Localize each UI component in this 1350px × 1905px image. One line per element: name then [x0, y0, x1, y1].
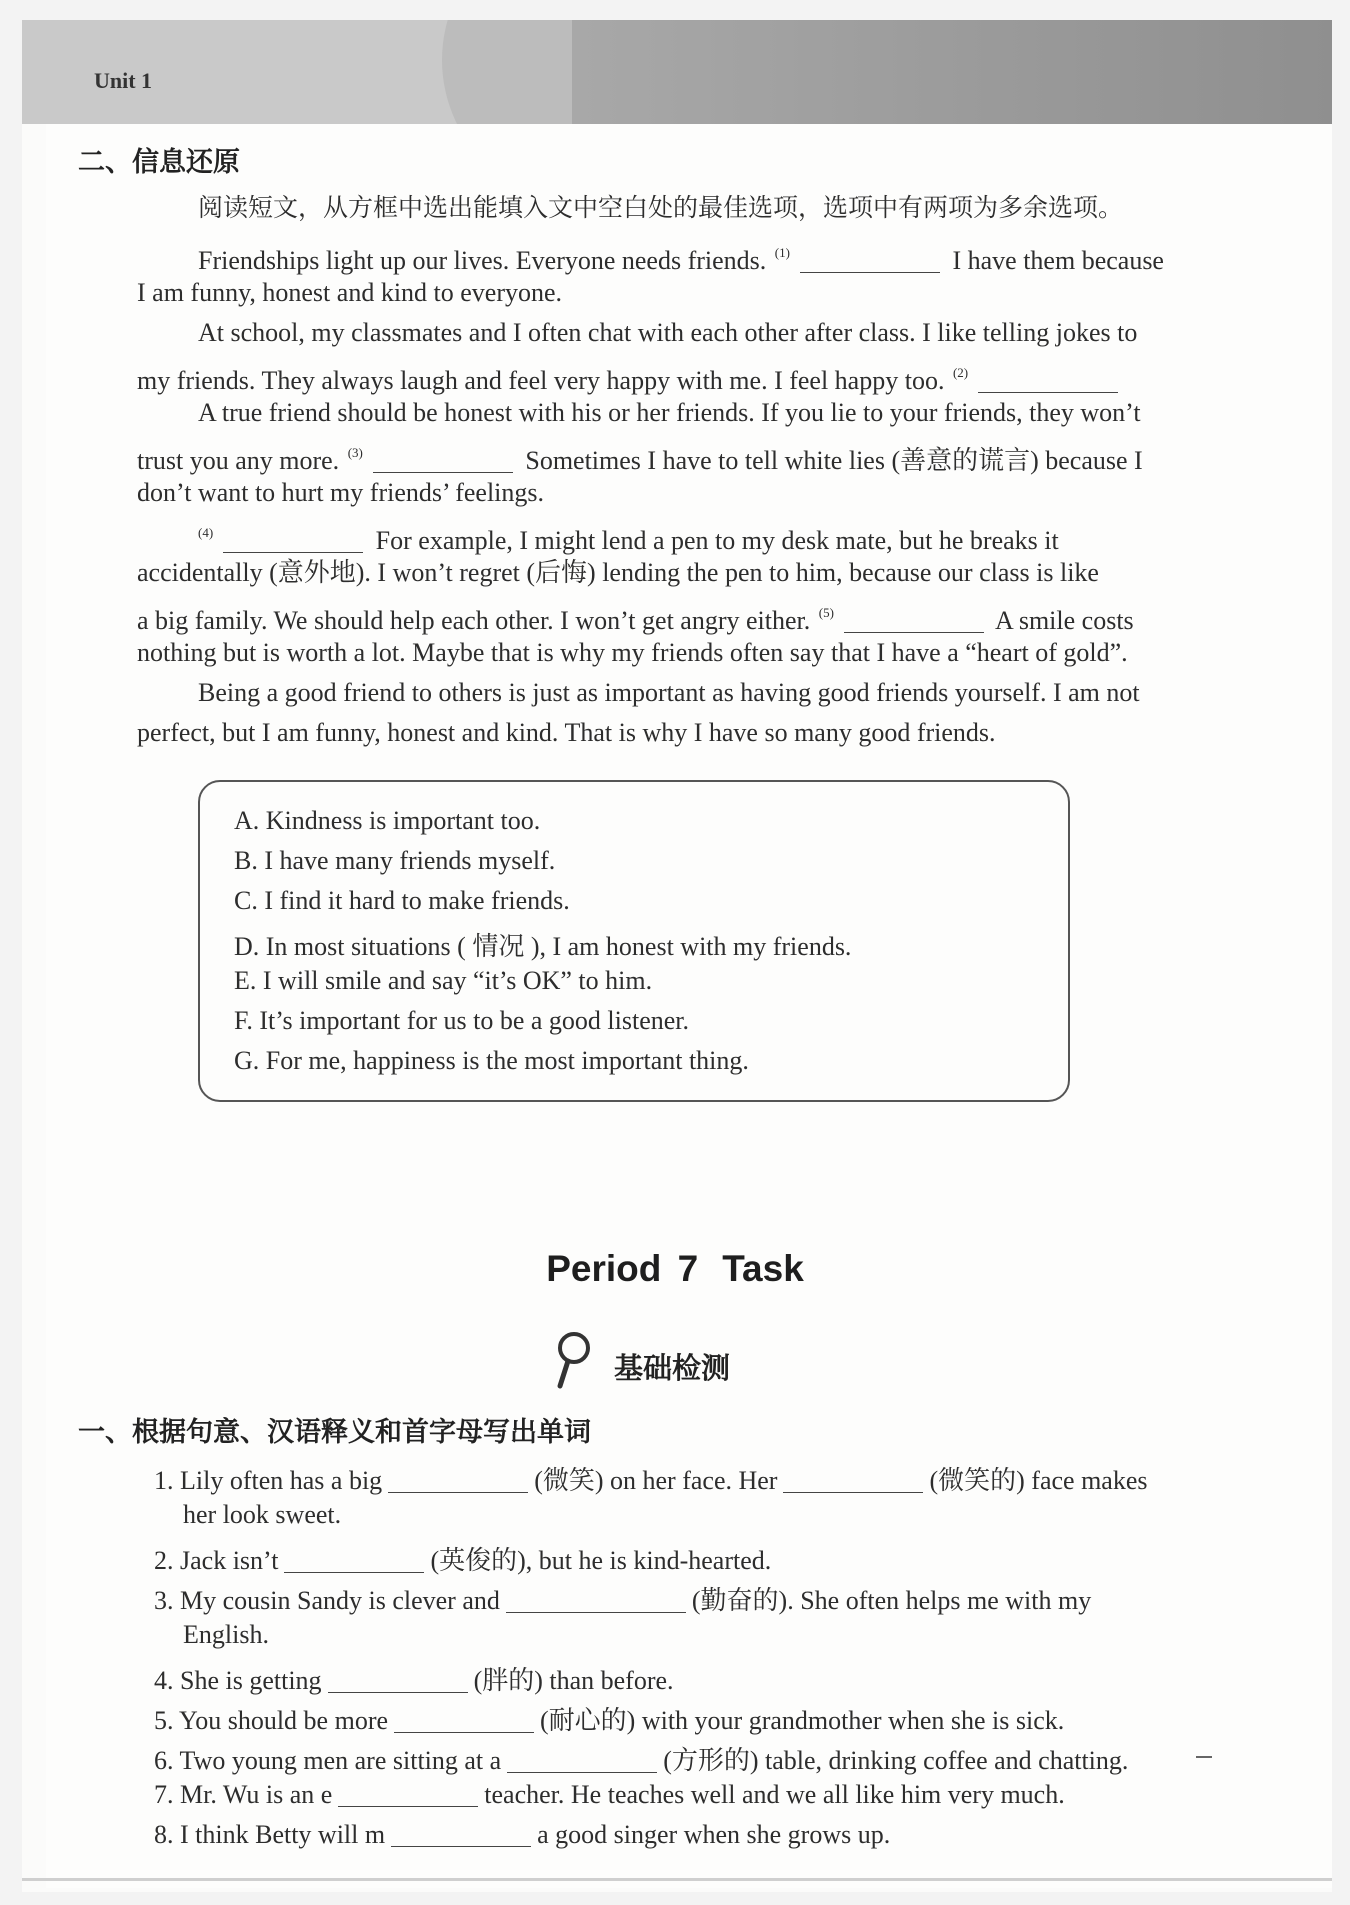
header-band — [22, 20, 1332, 124]
passage-text: I have them because — [952, 246, 1164, 275]
answer-blank[interactable] — [388, 1468, 528, 1493]
question-3 — [154, 1580, 1091, 1617]
passage-line: A true friend should be honest with his or her friends. If you lie to your friends, they won’t — [198, 398, 1141, 427]
period-label: Period 7 — [546, 1248, 699, 1289]
option-f: F. It’s important for us to be a good listener. — [234, 1006, 690, 1035]
question-3-cont: English. — [183, 1620, 269, 1649]
passage-line: I am funny, honest and kind to everyone. — [137, 278, 563, 307]
question-text: 4. She is getting — [154, 1666, 322, 1695]
question-2 — [154, 1540, 771, 1577]
instruction: 阅读短文，从方框中选出能填入文中空白处的最佳选项，选项中有两项为多余选项。 — [198, 193, 1124, 222]
answer-blank[interactable] — [507, 1748, 657, 1773]
question-6 — [154, 1740, 1128, 1777]
question-8 — [154, 1820, 890, 1850]
answer-blank-1[interactable] — [800, 248, 940, 273]
answer-blank-5[interactable] — [844, 608, 984, 633]
passage-text: Friendships light up our lives. Everyone needs friends. — [198, 246, 767, 275]
question-5 — [154, 1700, 1064, 1737]
answer-blank[interactable] — [338, 1782, 478, 1807]
passage-text: a big family. We should help each other. I won’t get angry either. — [137, 606, 811, 635]
passage-text: For example, I might lend a pen to my desk mate, but he breaks it — [375, 526, 1059, 555]
question-text: 7. Mr. Wu is an e — [154, 1780, 333, 1809]
section-badge-label: 基础检测 — [614, 1351, 731, 1385]
answer-blank-2[interactable] — [978, 368, 1118, 393]
question-text: teacher. He teaches well and we all like him very much. — [484, 1780, 1065, 1809]
passage-line: perfect, but I am funny, honest and kind. That is why I have so many good friends. — [137, 718, 996, 747]
question-7 — [154, 1780, 1065, 1810]
option-b: B. I have many friends myself. — [234, 846, 556, 875]
answer-blank[interactable] — [328, 1668, 468, 1693]
passage-line: don’t want to hurt my friends’ feelings. — [137, 478, 545, 507]
passage-line: nothing but is worth a lot. Maybe that is why my friends often say that I have a “heart of gold”. — [137, 638, 1128, 667]
question-text: 6. Two young men are sitting at a — [154, 1746, 502, 1775]
answer-blank[interactable] — [391, 1822, 531, 1847]
blank-number: (5) — [818, 605, 834, 620]
blank-number: (3) — [347, 445, 363, 460]
answer-blank-4[interactable] — [223, 528, 363, 553]
answer-blank[interactable] — [394, 1708, 534, 1733]
passage-text: Sometimes I have to tell white lies (善意的谎言) because I — [525, 446, 1143, 475]
passage-text: my friends. They always laugh and feel very happy with me. I feel happy too. — [137, 366, 945, 395]
question-text: (耐心的) with your grandmother when she is sick. — [540, 1706, 1065, 1735]
section-title-vocab: 一、根据句意、汉语释义和首字母写出单词 — [78, 1417, 591, 1448]
question-text: (微笑的) face makes — [929, 1466, 1148, 1495]
question-text: (勤奋的). She often helps me with my — [691, 1586, 1092, 1615]
question-text: 1. Lily often has a big — [154, 1466, 383, 1495]
question-text: 2. Jack isn’t — [154, 1546, 279, 1575]
option-c: C. I find it hard to make friends. — [234, 886, 570, 915]
section-title-info: 二、信息还原 — [78, 147, 240, 178]
passage-line: accidentally (意外地). I won’t regret (后悔) lending the pen to him, because our class is like — [137, 558, 1099, 587]
period-topic: Task — [722, 1248, 804, 1289]
question-text: a good singer when she grows up. — [537, 1820, 891, 1849]
option-e: E. I will smile and say “it’s OK” to him. — [234, 966, 653, 995]
margin-dash — [1196, 1756, 1212, 1758]
question-1-cont: her look sweet. — [183, 1500, 342, 1529]
unit-label: Unit 1 — [94, 68, 153, 93]
question-text: 3. My cousin Sandy is clever and — [154, 1586, 500, 1615]
question-text: (方形的) table, drinking coffee and chatting. — [663, 1746, 1129, 1775]
question-4 — [154, 1660, 674, 1697]
answer-blank[interactable] — [783, 1468, 923, 1493]
answer-blank-3[interactable] — [373, 448, 513, 473]
question-text: (胖的) than before. — [473, 1666, 674, 1695]
period-heading — [0, 1248, 1350, 1290]
option-a: A. Kindness is important too. — [234, 806, 541, 835]
blank-number: (4) — [198, 525, 214, 540]
blank-number: (2) — [952, 365, 969, 380]
option-g: G. For me, happiness is the most important thing. — [234, 1046, 749, 1075]
question-text: (英俊的), but he is kind-hearted. — [430, 1546, 772, 1575]
passage-text: trust you any more. — [137, 446, 340, 475]
passage-text: A smile costs — [995, 606, 1134, 635]
passage-line: Being a good friend to others is just as important as having good friends yourself. I am not — [198, 678, 1140, 707]
answer-blank[interactable] — [284, 1548, 424, 1573]
question-1 — [154, 1460, 1148, 1497]
blank-number: (1) — [774, 245, 790, 260]
options-box — [198, 780, 1070, 1102]
bottom-rule — [22, 1878, 1332, 1881]
answer-blank[interactable] — [506, 1588, 686, 1613]
question-text: 8. I think Betty will m — [154, 1820, 386, 1849]
passage-line: At school, my classmates and I often chat with each other after class. I like telling jokes to — [198, 318, 1138, 347]
question-text: 5. You should be more — [154, 1706, 389, 1735]
option-d: D. In most situations ( 情况 ), I am honest with my friends. — [234, 932, 852, 961]
question-text: (微笑) on her face. Her — [534, 1466, 778, 1495]
